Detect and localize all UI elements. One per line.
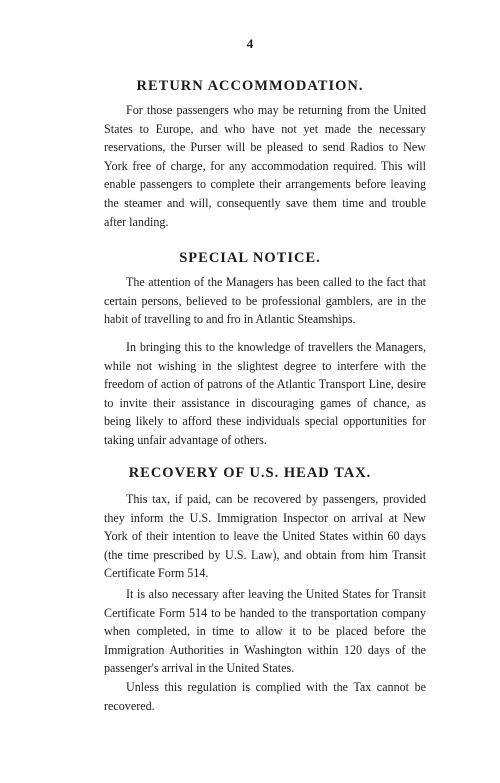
heading-return-accommodation: RETURN ACCOMMODATION. <box>136 78 364 94</box>
heading-recovery-head-tax: RECOVERY OF U.S. HEAD TAX. <box>128 465 372 481</box>
paragraph-transit-certificate: It is also necessary after leaving the United States for Transit Certificate Form 514 to be handed to the transportation company when completed, in time to allow it to be placed before the Immigration Authorities in Washington within 120 days of the passenger's arrival in the United States. <box>104 587 426 676</box>
paragraph-gamblers-notice: The attention of the Managers has been called to the fact that certain persons, believed to be professional gamblers, are in the habit of travelling to and fro in Atlantic Steamships. <box>104 275 426 327</box>
paragraph-managers-request: In bringing this to the knowledge of travellers the Managers, while not wishing in the slightest degree to interfere with the freedom of action of patrons of the Atlantic Transport Line, desire to invite their assistance in discouraging games of chance, as being likely to afford these individuals special opportunities for taking unfair advantage of others. <box>104 340 426 447</box>
paragraph-tax-recovery: This tax, if paid, can be recovered by passengers, provided they inform the U.S. Immigration Inspector on arrival at New York of their intention to leave the United States within 60 days (the time prescribed by U.S. Law), and obtain from him Transit Certificate Form 514. <box>104 492 426 581</box>
paragraph-regulation-compliance: Unless this regulation is complied with the Tax cannot be recovered. <box>104 680 426 713</box>
heading-special-notice: SPECIAL NOTICE. <box>179 250 321 266</box>
paragraph-return-accommodation: For those passengers who may be returning from the United States to Europe, and who have not yet made the necessary reservations, the Purser will be pleased to send Radios to New York free of charge, for any accommodation required. This will enable passengers to complete their arrangements before leaving the steamer and will, consequently save them time and trouble after landing. <box>104 103 426 229</box>
page-number: 4 <box>246 36 254 51</box>
